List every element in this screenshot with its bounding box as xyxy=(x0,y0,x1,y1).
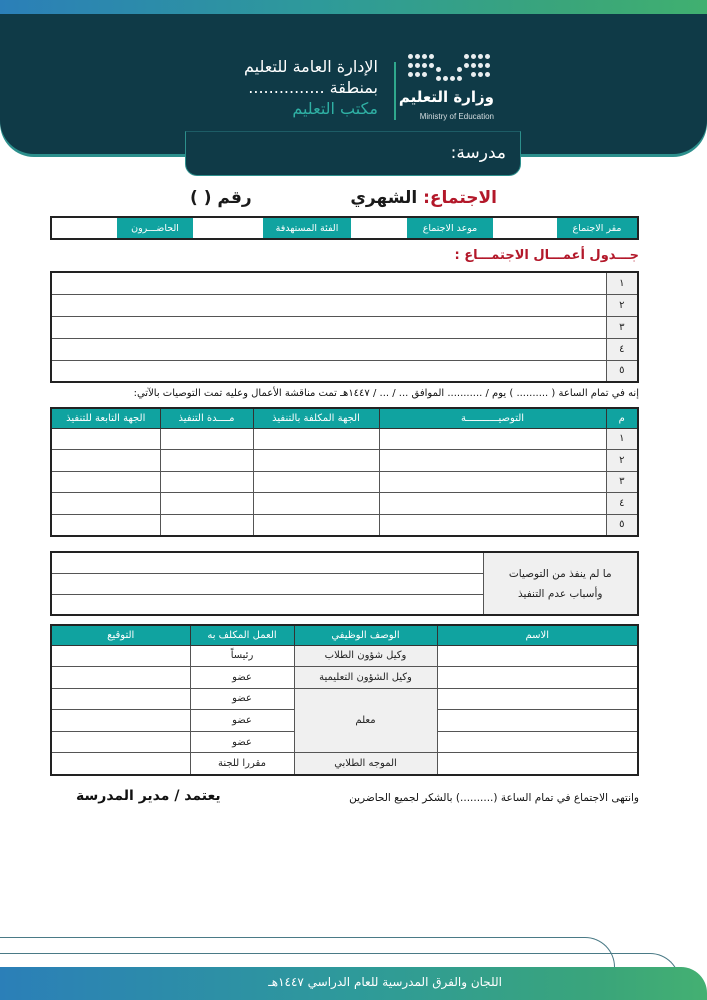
member-task: رئيساً xyxy=(190,645,294,667)
agenda-title: جـــدول أعمـــال الاجتمـــاع : xyxy=(454,248,639,263)
rec-recommendation-field[interactable] xyxy=(379,493,606,515)
table-row xyxy=(51,428,638,450)
col-header-job-title: الوصف الوظيفي xyxy=(294,625,437,645)
logo-dot xyxy=(457,67,462,72)
agenda-table xyxy=(50,271,639,383)
logo-dot xyxy=(408,54,413,59)
rec-follow-up-field[interactable] xyxy=(51,514,160,536)
header-content xyxy=(200,42,500,132)
member-signature-field[interactable] xyxy=(51,753,190,775)
rec-recommendation-field[interactable] xyxy=(379,450,606,472)
table-row xyxy=(51,360,638,382)
footer-text: اللجان والفرق المدرسية للعام الدراسي ١٤٤٧هـ xyxy=(268,975,502,989)
member-signature-field[interactable] xyxy=(51,645,190,667)
agenda-item-field[interactable] xyxy=(51,316,606,338)
table-row xyxy=(51,294,638,316)
member-name-field[interactable] xyxy=(437,731,638,753)
table-row xyxy=(51,471,638,493)
rec-follow-up-field[interactable] xyxy=(51,450,160,472)
col-header-duration: مــــدة التنفيذ xyxy=(160,408,253,428)
col-header-number: م xyxy=(606,408,638,428)
logo-dot xyxy=(429,54,434,59)
logo-dot xyxy=(429,63,434,68)
agenda-item-field[interactable] xyxy=(51,272,606,294)
unimplemented-field[interactable] xyxy=(51,552,483,573)
logo-dot xyxy=(478,54,483,59)
logo-dot xyxy=(415,54,420,59)
venue-label: مقر الاجتماع xyxy=(557,218,637,238)
agenda-row-number: ٥ xyxy=(606,360,638,382)
col-header-task: العمل المكلف به xyxy=(190,625,294,645)
member-role: وكيل الشؤون التعليمية xyxy=(294,667,437,689)
logo-dot xyxy=(464,63,469,68)
logo-dot xyxy=(457,76,462,81)
logo-dot xyxy=(422,54,427,59)
logo-dot xyxy=(408,63,413,68)
logo-dot xyxy=(422,63,427,68)
rec-duration-field[interactable] xyxy=(160,471,253,493)
rec-row-number: ٢ xyxy=(606,450,638,472)
rec-duration-field[interactable] xyxy=(160,514,253,536)
member-name-field[interactable] xyxy=(437,667,638,689)
rec-duration-field[interactable] xyxy=(160,493,253,515)
logo-dot xyxy=(450,76,455,81)
rec-assigned-field[interactable] xyxy=(253,471,379,493)
table-row xyxy=(51,493,638,515)
rec-follow-up-field[interactable] xyxy=(51,493,160,515)
rec-duration-field[interactable] xyxy=(160,450,253,472)
meeting-type: الشهري xyxy=(350,188,418,208)
logo-dot xyxy=(485,63,490,68)
logo-dot xyxy=(471,54,476,59)
logo-english-text: Ministry of Education xyxy=(419,112,494,121)
col-header-name: الاسم xyxy=(437,625,638,645)
agenda-row-number: ٤ xyxy=(606,338,638,360)
meeting-time-field[interactable] xyxy=(351,218,407,238)
ministry-logo xyxy=(400,54,500,126)
unimplemented-label xyxy=(483,552,638,615)
logo-dot xyxy=(422,72,427,77)
table-row xyxy=(51,514,638,536)
agenda-row-number: ٣ xyxy=(606,316,638,338)
member-signature-field[interactable] xyxy=(51,688,190,710)
rec-recommendation-field[interactable] xyxy=(379,428,606,450)
meeting-info-bar xyxy=(50,216,639,240)
target-group-field[interactable] xyxy=(193,218,263,238)
rec-assigned-field[interactable] xyxy=(253,450,379,472)
member-role: وكيل شؤون الطلاب xyxy=(294,645,437,667)
logo-dot xyxy=(464,54,469,59)
department-block xyxy=(244,56,378,120)
table-row xyxy=(51,667,638,689)
logo-dots-icon xyxy=(408,54,494,86)
target-group-label: الفئة المستهدفة xyxy=(263,218,351,238)
col-header-assigned: الجهة المكلفة بالتنفيذ xyxy=(253,408,379,428)
member-signature-field[interactable] xyxy=(51,667,190,689)
logo-dot xyxy=(415,63,420,68)
rec-row-number: ١ xyxy=(606,428,638,450)
logo-dot xyxy=(443,76,448,81)
meeting-title xyxy=(350,188,497,208)
agenda-item-field[interactable] xyxy=(51,294,606,316)
rec-follow-up-field[interactable] xyxy=(51,471,160,493)
members-table xyxy=(50,624,639,776)
logo-dot xyxy=(415,72,420,77)
rec-duration-field[interactable] xyxy=(160,428,253,450)
logo-dot xyxy=(471,63,476,68)
member-signature-field[interactable] xyxy=(51,710,190,732)
school-name-box xyxy=(185,131,521,176)
col-header-signature: التوقيع xyxy=(51,625,190,645)
member-signature-field[interactable] xyxy=(51,731,190,753)
office-name: مكتب التعليم xyxy=(292,99,378,118)
meeting-time-label: موعد الاجتماع xyxy=(407,218,493,238)
table-row xyxy=(51,316,638,338)
rec-row-number: ٤ xyxy=(606,493,638,515)
rec-assigned-field[interactable] xyxy=(253,428,379,450)
unimplemented-field[interactable] xyxy=(51,573,483,594)
attendees-label: الحاضـــرون xyxy=(117,218,193,238)
member-name-field[interactable] xyxy=(437,645,638,667)
agenda-row-number: ١ xyxy=(606,272,638,294)
recommendations-table xyxy=(50,407,639,537)
member-task: عضو xyxy=(190,710,294,732)
department-name: الإدارة العامة للتعليم xyxy=(244,57,378,76)
school-label: مدرسة: xyxy=(450,143,506,163)
logo-arabic-text: وزارة التعليم xyxy=(398,88,494,106)
logo-divider xyxy=(394,62,396,120)
member-name-field[interactable] xyxy=(437,688,638,710)
rec-assigned-field[interactable] xyxy=(253,514,379,536)
recommendations-intro: إنه في تمام الساعة ( .......... ) يوم / ........... الموافق ... / ... / ١٤٤٧هـ تمت مناقشة الأعمال وعليه تمت التوصيات بالآتي: xyxy=(133,388,639,399)
logo-dot xyxy=(478,72,483,77)
table-row xyxy=(51,338,638,360)
table-row xyxy=(51,645,638,667)
venue-field[interactable] xyxy=(493,218,557,238)
table-row xyxy=(51,753,638,775)
logo-dot xyxy=(471,72,476,77)
unimplemented-label-line2: وأسباب عدم التنفيذ xyxy=(518,587,603,600)
logo-dot xyxy=(485,72,490,77)
table-row xyxy=(51,688,638,710)
agenda-item-field[interactable] xyxy=(51,360,606,382)
member-task: عضو xyxy=(190,731,294,753)
footer-band xyxy=(0,967,707,1000)
rec-follow-up-field[interactable] xyxy=(51,428,160,450)
col-header-recommendation: التوصيـــــــــــة xyxy=(379,408,606,428)
table-row xyxy=(51,272,638,294)
member-role: معلم xyxy=(294,688,437,753)
member-task: مقررا للجنة xyxy=(190,753,294,775)
logo-dot xyxy=(436,67,441,72)
rec-row-number: ٥ xyxy=(606,514,638,536)
rec-recommendation-field[interactable] xyxy=(379,514,606,536)
rec-assigned-field[interactable] xyxy=(253,493,379,515)
member-role: الموجه الطلابي xyxy=(294,753,437,775)
logo-dot xyxy=(408,72,413,77)
top-gradient-strip xyxy=(0,0,707,14)
principal-approval: يعتمد / مدير المدرسة xyxy=(76,788,221,804)
unimplemented-label-line1: ما لم ينفذ من التوصيات xyxy=(508,567,612,580)
member-name-field[interactable] xyxy=(437,710,638,732)
rec-recommendation-field[interactable] xyxy=(379,471,606,493)
col-header-follow-up: الجهة التابعة للتنفيذ xyxy=(51,408,160,428)
table-row xyxy=(51,450,638,472)
rec-row-number: ٣ xyxy=(606,471,638,493)
unimplemented-table xyxy=(50,551,639,616)
logo-dot xyxy=(436,76,441,81)
unimplemented-field[interactable] xyxy=(51,594,483,615)
meeting-title-label: الاجتماع: xyxy=(423,188,497,208)
closing-statement: وانتهى الاجتماع في تمام الساعة (..........) بالشكر لجميع الحاضرين xyxy=(349,792,639,804)
logo-dot xyxy=(478,63,483,68)
agenda-item-field[interactable] xyxy=(51,338,606,360)
meeting-number: رقم ( ) xyxy=(190,188,252,208)
region-name: بمنطقة ............... xyxy=(248,78,378,97)
logo-dot xyxy=(485,54,490,59)
agenda-row-number: ٢ xyxy=(606,294,638,316)
attendees-field[interactable] xyxy=(52,218,117,238)
member-task: عضو xyxy=(190,688,294,710)
member-task: عضو xyxy=(190,667,294,689)
member-name-field[interactable] xyxy=(437,753,638,775)
